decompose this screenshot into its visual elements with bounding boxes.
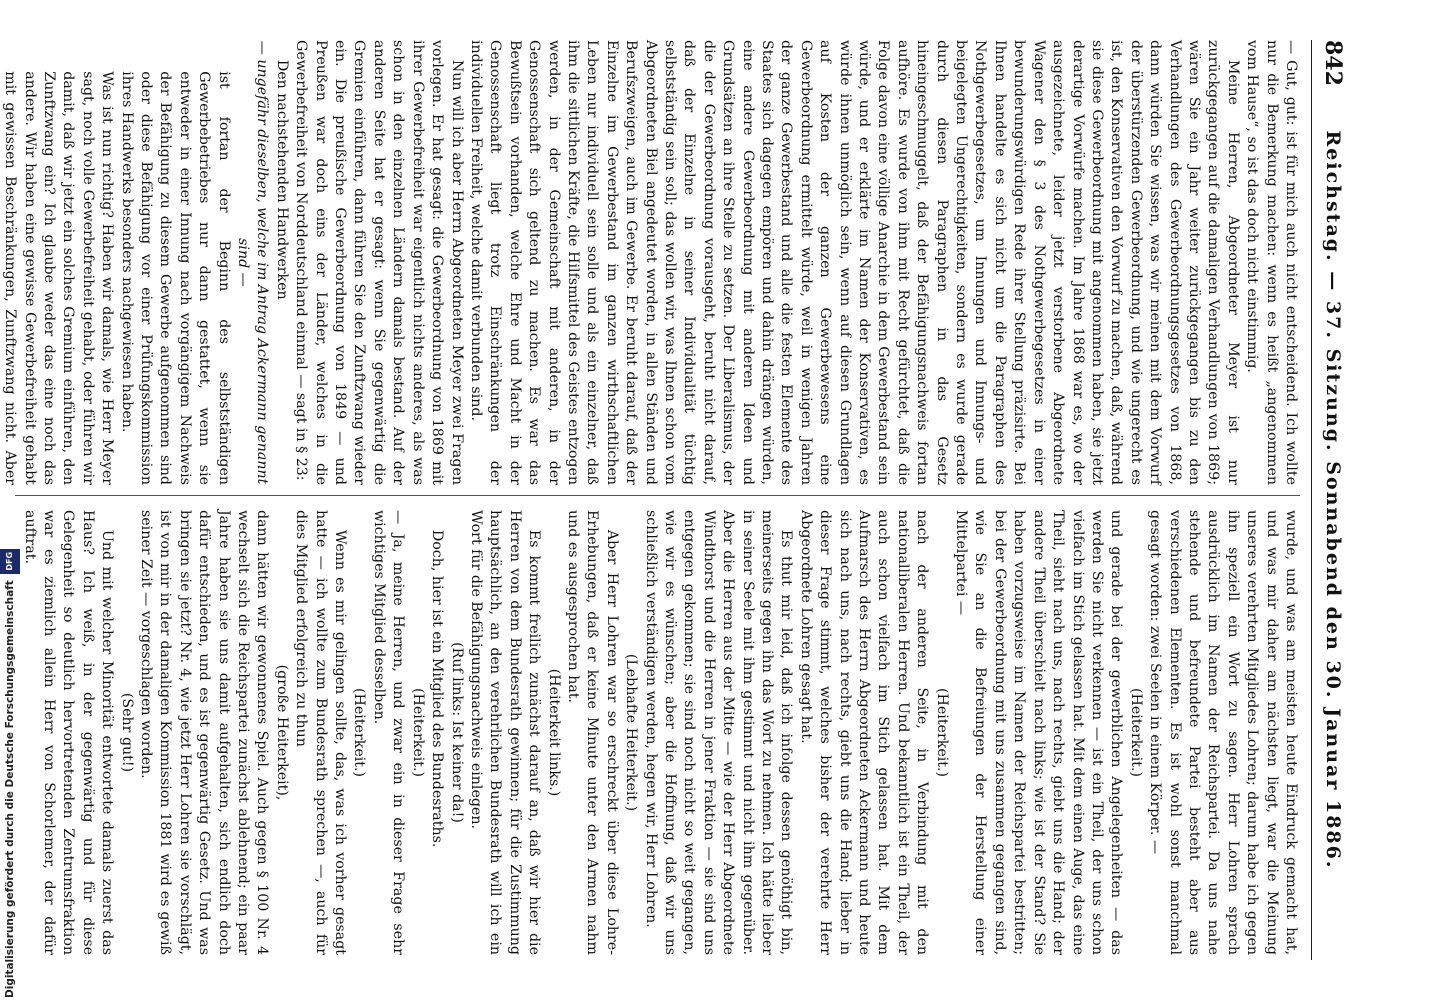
paragraph: wurde, und was am meisten heute Eindruck gemacht hat, und was mir daher am nächsten liegt, war die Meinung unseres verehrten Mitgliedes Lohren; darum habe ich gegen ihn speziell ein Wort zu sagen. Herr Lohren sprach ausdrücklich im Namen der Reichspartei. Da uns nahe stehende und befreundete Partei besteht aber aus verschiedenen Elementen. Es ist wohl sonst manchmal gesagt worden: zwei Seelen in einem Körper. — <box>1147 510 1299 955</box>
paragraph: Aber Herr Lohren war so erschreckt über diese Lohre-Erhebungen, daß er keine Minute unter den Armen nahm und es ausgesprochen hat. <box>564 510 620 955</box>
footer-text: Digitalisierung gefördert durch die Deutsche Forschungsgemeinschaft <box>4 580 16 998</box>
quote-heading: — ungefähr dieselben, welche im Antrag Ackermann genannt sind — <box>235 40 271 485</box>
paragraph: Nun will ich aber Herrn Abgeordneten Meyer zwei Fragen vorlegen. Er hat gesagt: die Gewerbeordnung von 1869 mit ihrer Gewerbefreiheit war eigentlich nichts anderes, als was schon in den einzelnen Ländern damals bestand. Auf der anderen Seite hat er gesagt: wenn Sie gegenwärtig die Gremien einführen, dann führen Sie den Zunftzwang wieder ein. Die preußische Gewerbeordnung von 1849 — und Preußen war doch eins der Länder, welches in die Gewerbefreiheit von Norddeutschland einmal — sagt in § 23: <box>293 40 465 485</box>
paragraph: Wenn es mir gelingen sollte, das, was ich vorher gesagt hatte — ich wollte zum Bundesrath sprechen —, auch für dies Mitglied erfolgreich zu thun <box>293 510 349 955</box>
paragraph: Den nachstehenden Handwerken <box>273 59 290 300</box>
paragraph: dann hätten wir gewonnenes Spiel. Auch gegen § 100 Nr. 4 wechselt sich die Reichspartei zunächst ablehnend; ein paar Jahre haben sie uns damit aufgehalten, sich endlich doch dafür entschieden, und es ist gegenwärtig Gesetz. Und was bringen sie jetzt? Nr. 4, wie jetzt Herr Lohren sie vorschlägt, ist von mir in der damaligen Kommission 1881 wird es gewiß seiner Zeit — vorgeschlagen worden. <box>138 510 271 955</box>
paragraph: — Gut, gut: ist für mich auch nicht entscheidend. Ich wollte nur die Bemerkung machen: wenn es heißt „angenommen vom Hause“, so ist das doch nicht einstimmig. <box>1244 40 1299 485</box>
interjection: (Lebhafte Heiterkeit.) <box>623 653 640 812</box>
paragraph: Meine Herren, Abgeordneter Meyer ist nur zurückgegangen auf die damaligen Verhandlungen von 1869; wären Sie ein Jahr weiter zurückgegangen bis zu den Verhandlungen des Gewerbeordnungsgesetzes von 1868, dann würden Sie wissen, was wir meinen mit dem Vorwurf der überstürzenden Gewerbeordnung, und wie ungerecht es ist, den Konservativen den Vorwurf zu machen, daß, während sie diese Gewerbeordnung mit angenommen haben, sie jetzt derartige Vorwürfe machen. Im Jahre 1868 war es, wo der ausgezeichnete, leider jetzt verstorbene Abgeordnete Wagener den § 3 des Nothgewerbegesetzes in einer bewunderungswürdigen Rede ihrer Stellung präzisirte. Bei Ihnen handelte es sich nicht um die Paragraphen des Nothgewerbegesetzes, um Innungen und Innungs- und beigelegten Ungerechtigkeiten, sondern es wurde gerade durch diesen Paragraphen in das Gesetz hineingeschmuggelt, daß der Befähigungsnachweis fortan aufhöre. Es wurde von ihm mit Recht gefürchtet, daß die Folge davon eine völlige Anarchie in dem Gewerbestand sein würde, und er erklärte im Namen der Konservativen, es würde ihnen unmöglich sein, wenn auf diesen Grundlagen auf Kosten der ganzen Gewerbewesens eine Gewerbeordnung ermittelt würde, weil in wenigen Jahren der ganze Gewerbestand und alle die festen Elemente des Staates sich dagegen empören und dahin drängen würden, eine andere Gewerbeordnung mit anderen Ideen und Grundsätzen an ihre Stelle zu setzen. Der Liberalismus, der die der Gewerbeordnung vorausgeht, beruht nicht darauf, daß der Einzelne in seiner Individualität tüchtig selbstständig sein soll; das wollen wir, was Ihnen schon vom Abgeordneten Biel angedeutet worden, in allen Ständen und Berufszweigen, auch im Gewerbe. Er beruht darauf, daß der Einzelne im Gewerbestand im ganzen wirthschaftlichen Leben nur individuell sein solle und als ein einzelner, daß ihm die sittlichen Kräfte, die Hilfsmittel des Geistes entzogen werden, in der Gemeinschaft mit anderen, in der Genossenschaft sich geltend zu machen. Es war das Bewußtsein vorhanden, welche Ehre und Macht in der Genossenschaft liegt trotz Einschränkungen der individuellen Freiheit, welche damit verbunden sind. <box>467 40 1241 485</box>
page-header <box>1311 40 1352 960</box>
paragraph: nach der anderen Seite, in Verbindung mit den nationalliberalen Herren. Und bekanntlich ist ein Theil, der auch schon vielfach im Stich gelassen hat. Mit dem Aufmarsch des Herrn Abgeordneten Ackermann und heute sich nach uns, nach rechts, giebt uns die Hand; lieber in dieser Frage stimmt, welches bisher der verehrte Herr Abgeordnete Lohren gesagt hat. <box>797 510 931 955</box>
paragraph: Doch, hier ist ein Mitglied des Bundesraths. <box>429 529 446 848</box>
interjection: (Sehr gut!) <box>118 692 135 773</box>
digitization-footer <box>0 0 18 1000</box>
interjection: (große Heiterkeit), <box>273 664 290 801</box>
dfg-logo: DFG <box>0 549 20 574</box>
interjection: (Heiterkeit.) <box>409 688 426 777</box>
column-divider <box>15 495 1300 496</box>
interjection: (Heiterkeit.) <box>1127 688 1144 777</box>
interjection: (Heiterkeit.) <box>351 688 368 777</box>
paragraph: und gerade bei der gewerblichen Angelegenheiten — das werden Sie nicht verkennen — ist ein Theil, der uns schon vielfach im Stich gelassen hat. Mit dem einen Auge, das eine Theil, sieht nach uns, nach rechts, giebt uns die Hand; der andere Theil überschielt nach links; wie ist der Stand? Sie haben vorzugsweise im Namen der Reichspartei bestritten; bei der Gewerbeordnung mit uns zusammen gegangen sind, wie Sie an die Befreiungen der Herstellung einer Mittelpartei — <box>953 510 1125 955</box>
paragraph: Und mit welcher Minorität entwortete damals zuerst das Haus? Ich weiß, in der gegenwärtig und für diese Gelegenheit so deutlich hervortretenden Zentrumsfraktion war es ziemlich allein Herr von Schorlemer, der dafür auftrat. <box>21 510 116 955</box>
paragraph: Es thut mir leid, daß ich infolge dessen genöthigt bin, meinerseits gegen ihn das Wort zu nehmen. Ich hätte lieber in seiner Seele mit ihm gestimmt und nicht ihm gegenüber. Aber die Herren aus der Mitte — wie der Herr Abgeordnete Windthorst und die Herren in jener Fraktion — sie sind uns entgegen gekommen; sie sind noch nicht so weit gegangen, wie wir es wünschen; aber die Hoffnung, daß wir uns schließlich verständigen werden, hegen wir, Herr Lohren. <box>642 510 795 955</box>
interjection: (Ruf links: Ist keiner da!) <box>448 642 465 823</box>
paragraph: Es kommt freilich zunächst darauf an, daß wir hier die Herren von dem Bundesrath gewinnen; für die Zustimmung hauptsächlich, an den verehrlichen Bundesrath will ich ein Wort für die Befähigungsnachweis einlegen. <box>467 510 543 955</box>
paragraph: — Ja, meine Herren, und zwar ein in dieser Frage sehr wichtiges Mitglied desselben. <box>370 510 407 955</box>
interjection: (Heiterkeit.) <box>933 688 950 777</box>
left-column <box>2 40 1300 485</box>
page-number: 842 <box>1320 40 1346 86</box>
right-column <box>15 510 1300 955</box>
page-title: Reichstag. — 37. Sitzung. Sonnabend den 30. Januar 1886. <box>1322 130 1344 870</box>
quote-text: Was ist nun richtig? Haben wir damals, wie Herr Meyer sagt, noch volle Gewerbefreiheit gehabt, oder führen wir damit, daß wir jetzt ein solches Gremium einführen, den Zunftzwang ein? Ich glaube weder das eine noch das andere. Wir haben eine gewisse Gewerbefreiheit gehabt mit gewissen Beschränkungen, Zunftzwang nicht. Aber <box>2 71 116 485</box>
interjection: (Heiterkeit links.) <box>545 668 562 797</box>
quote-aside: ist fortan der Beginn des selbstständigen Gewerbebetriebes nur dann gestattet, wenn sie entweder in einer Innung nach vorgängigem Nachweis der Befähigung zu diesem Gewerbe aufgenommen sind oder diese Befähigung vor einer Prüfungskommission ihres Handwerks besonders nachgewiesen haben. <box>118 71 232 485</box>
